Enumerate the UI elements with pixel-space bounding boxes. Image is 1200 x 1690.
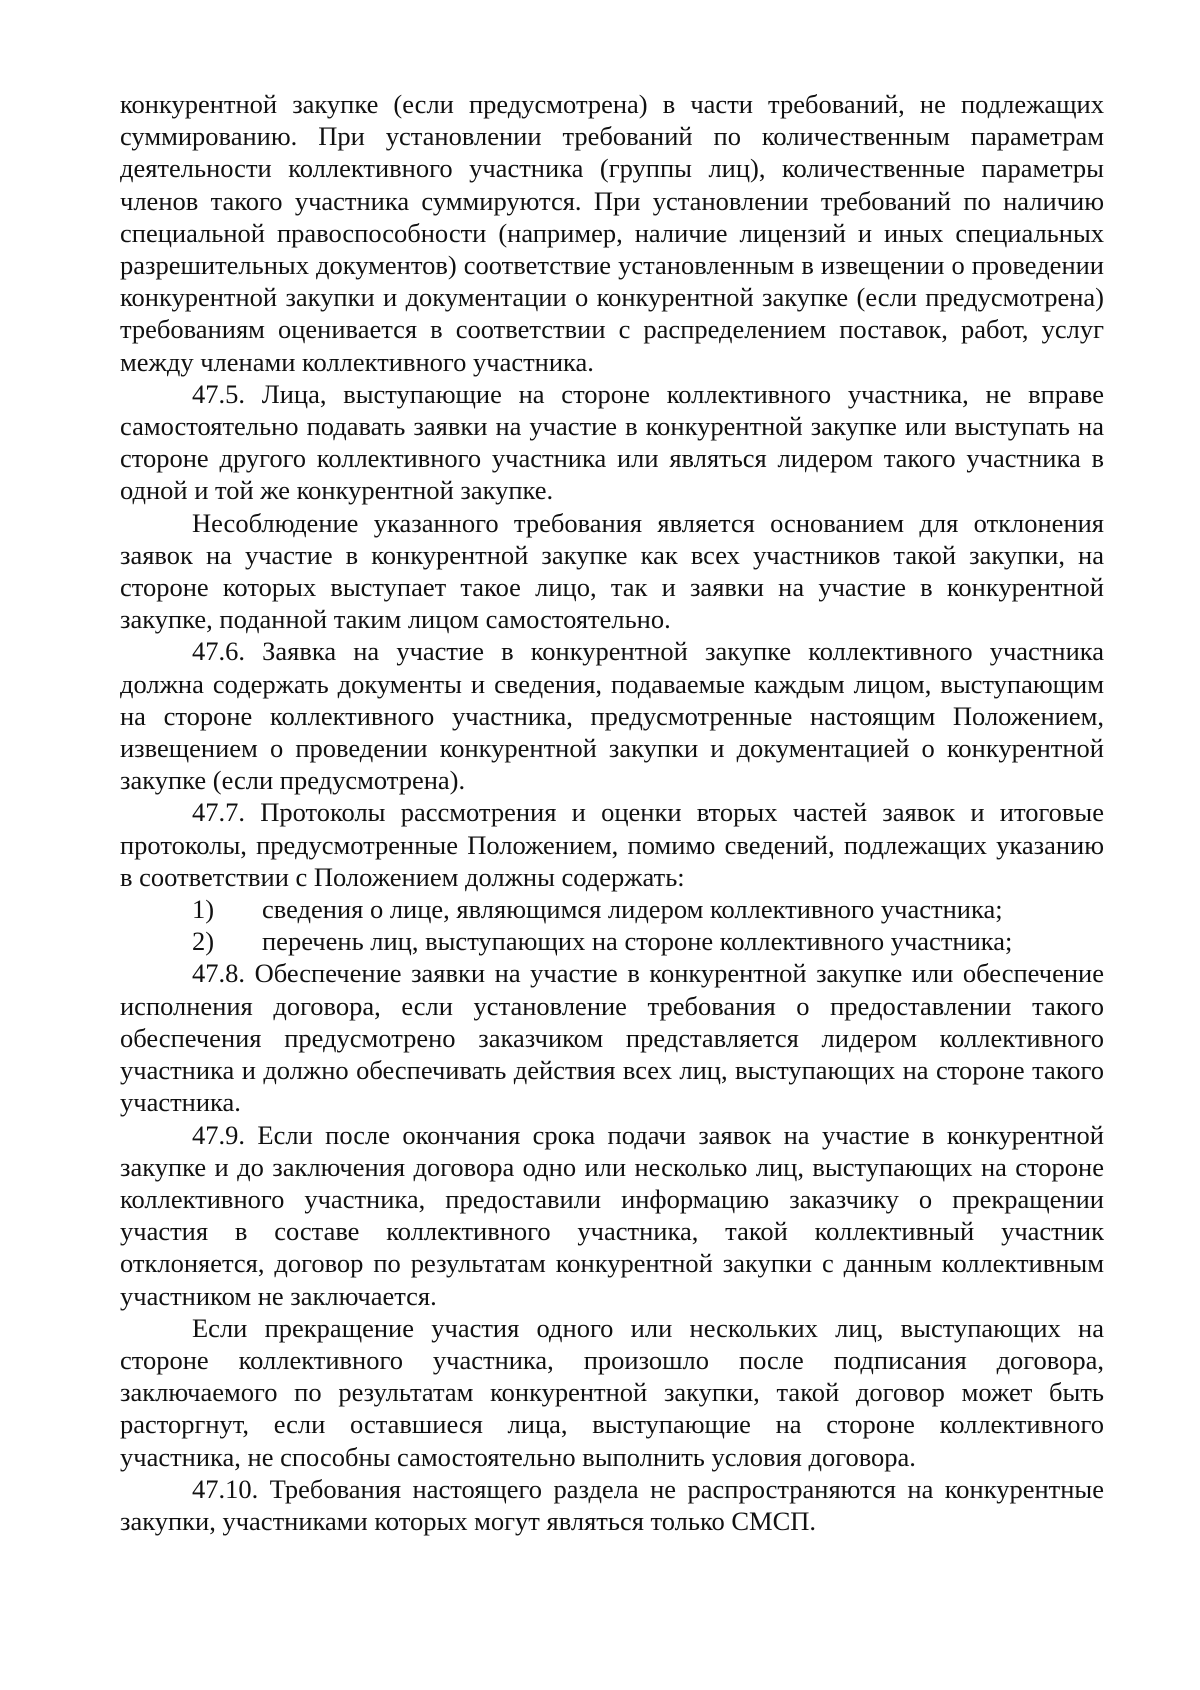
paragraph-termination: Если прекращение участия одного или нескольких лиц, выступающих на стороне коллективного участника, произошло после подписания договора, заключаемого по результатам конкурентной закупки, такой договор может быть расторгнут, если оставшиеся лица, выступающие на стороне коллективного участника, не способны самостоятельно выполнить условия договора.	[120, 1312, 1104, 1472]
paragraph-47-5: 47.5. Лица, выступающие на стороне коллективного участника, не вправе самостоятельно подавать заявки на участие в конкурентной закупке или выступать на стороне другого коллективного участника или являться лидером такого участника в одной и той же конкурентной закупке.	[120, 378, 1104, 506]
paragraph-47-8: 47.8. Обеспечение заявки на участие в конкурентной закупке или обеспечение исполнения договора, если установление требования о предоставлении такого обеспечения предусмотрено заказчиком представляется лидером коллективного участника и должно обеспечивать действия всех лиц, выступающих на стороне такого участника.	[120, 958, 1104, 1118]
list-item	[120, 893, 1104, 925]
document-body	[120, 88, 1104, 1537]
list-item-number: 2)	[192, 926, 215, 957]
list-item-number: 1)	[192, 894, 215, 925]
paragraph-47-9: 47.9. Если после окончания срока подачи заявок на участие в конкурентной закупке и до заключения договора одно или несколько лиц, выступающих на стороне коллективного участника, предоставили информацию заказчику о прекращении участия в составе коллективного участника, такой коллективный участник отклоняется, договор по результатам конкурентной закупки с данным коллективным участником не заключается.	[120, 1119, 1104, 1311]
paragraph-continuation: конкурентной закупке (если предусмотрена) в части требований, не подлежащих суммированию. При установлении требований по количественным параметрам деятельности коллективного участника (группы лиц), количественные параметры членов такого участника суммируются. При установлении требований по наличию специальной правоспособности (например, наличие лицензий и иных специальных разрешительных документов) соответствие установленным в извещении о проведении конкурентной закупки и документации о конкурентной закупке (если предусмотрена) требованиям оценивается в соответствии с распределением поставок, работ, услуг между членами коллективного участника.	[120, 89, 1104, 377]
paragraph-47-6: 47.6. Заявка на участие в конкурентной закупке коллективного участника должна содержать документы и сведения, подаваемые каждым лицом, выступающим на стороне коллективного участника, предусмотренные настоящим Положением, извещением о проведении конкурентной закупки и документацией о конкурентной закупке (если предусмотрена).	[120, 636, 1104, 796]
paragraph-non-compliance: Несоблюдение указанного требования является основанием для отклонения заявок на участие в конкурентной закупке как всех участников такой закупки, на стороне которых выступает такое лицо, так и заявки на участие в конкурентной закупке, поданной таким лицом самостоятельно.	[120, 507, 1104, 635]
list-item-text: сведения о лице, являющимся лидером коллективного участника;	[262, 894, 1003, 925]
paragraph-47-10: 47.10. Требования настоящего раздела не распространяются на конкурентные закупки, участниками которых могут являться только СМСП.	[120, 1473, 1104, 1536]
list-item	[120, 925, 1104, 957]
list-item-text: перечень лиц, выступающих на стороне коллективного участника;	[262, 926, 1013, 957]
paragraph-47-7: 47.7. Протоколы рассмотрения и оценки вторых частей заявок и итоговые протоколы, предусмотренные Положением, помимо сведений, подлежащих указанию в соответствии с Положением должны содержать:	[120, 797, 1104, 892]
